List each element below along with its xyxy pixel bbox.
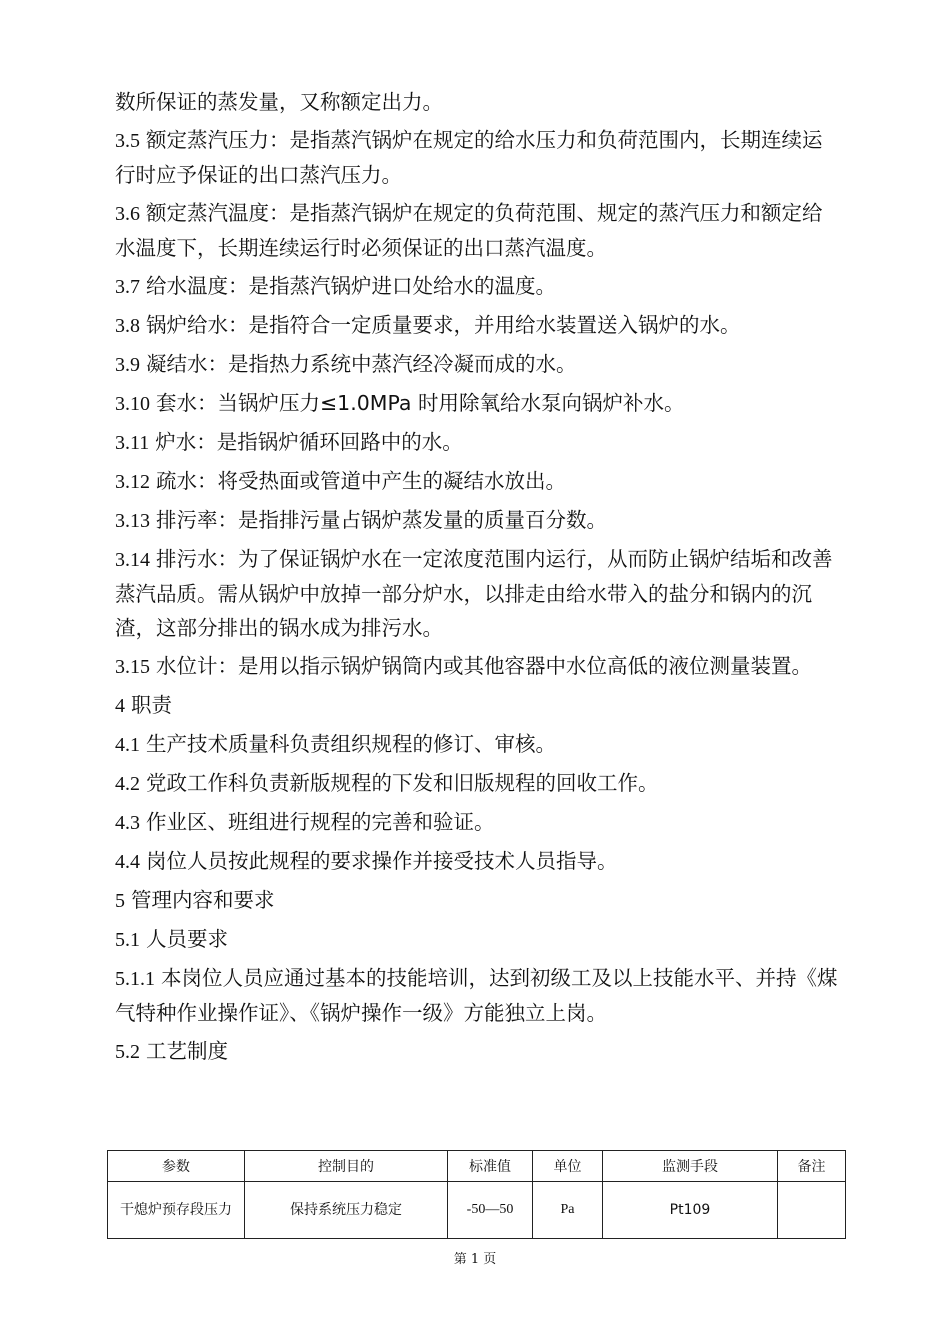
section-number: 4.1 (115, 734, 140, 756)
table-row (108, 1182, 846, 1239)
section-number: 3.14 (115, 549, 150, 571)
paragraph (115, 805, 840, 840)
table-cell: Pt109 (603, 1182, 778, 1239)
paragraph-text: 给水温度：是指蒸汽锅炉进口处给水的温度。 (146, 274, 556, 298)
paragraph-text: 排污率：是指排污量占锅炉蒸发量的质量百分数。 (156, 508, 607, 532)
paragraph (115, 766, 840, 801)
heading-text: 管理内容和要求 (131, 888, 275, 912)
paragraph-text: 生产技术质量科负责组织规程的修订、审核。 (146, 732, 556, 756)
paragraph (115, 347, 840, 382)
paragraph (115, 649, 840, 684)
document-body (115, 85, 840, 1069)
paragraph (115, 503, 840, 538)
section-number: 3.6 (115, 203, 140, 225)
section-number: 3.12 (115, 471, 150, 493)
table-header-row (108, 1151, 846, 1182)
paragraph-text: 额定蒸汽温度：是指蒸汽锅炉在规定的负荷范围、规定的蒸汽压力和额定给水温度下，长期连续运行时必须保证的出口蒸汽温度。 (115, 201, 823, 260)
section-number: 3.8 (115, 315, 140, 337)
section-number: 4.2 (115, 773, 140, 795)
paragraph (115, 727, 840, 762)
table-cell (778, 1182, 846, 1239)
section-number: 4 (115, 695, 125, 717)
section-heading (115, 922, 840, 957)
section-number: 5.2 (115, 1041, 140, 1063)
paragraph-text: 排污水：为了保证锅炉水在一定浓度范围内运行，从而防止锅炉结垢和改善蒸汽品质。需从锅炉中放掉一部分炉水，以排走由给水带入的盐分和锅内的沉渣，这部分排出的锅水成为排污水。 (115, 547, 833, 640)
paragraph-text: 数所保证的蒸发量，又称额定出力。 (115, 90, 443, 114)
section-number: 3.7 (115, 276, 140, 298)
section-number: 5.1.1 (115, 968, 155, 990)
paragraph-text: 炉水：是指锅炉循环回路中的水。 (155, 430, 463, 454)
heading-text: 职责 (131, 693, 172, 717)
section-number: 4.3 (115, 812, 140, 834)
data-table (107, 1150, 846, 1239)
paragraph-text: 疏水：将受热面或管道中产生的凝结水放出。 (156, 469, 566, 493)
section-number: 3.11 (115, 432, 150, 454)
paragraph (115, 542, 840, 645)
paragraph (115, 123, 840, 192)
paragraph (115, 844, 840, 879)
section-number: 3.13 (115, 510, 150, 532)
section-number: 5.1 (115, 929, 140, 951)
section-number: 4.4 (115, 851, 140, 873)
table-cell: 干熄炉预存段压力 (108, 1182, 245, 1239)
paragraph-text: 水位计：是用以指示锅炉锅筒内或其他容器中水位高低的液位测量装置。 (156, 654, 812, 678)
page-number: 第 1 页 (453, 1252, 497, 1267)
table-cell: 保持系统压力稳定 (245, 1182, 448, 1239)
paragraph (115, 308, 840, 343)
paragraph-text: 套水：当锅炉压力≤1.0MPa 时用除氧给水泵向锅炉补水。 (156, 391, 685, 415)
section-number: 3.15 (115, 656, 150, 678)
column-header: 单位 (533, 1151, 603, 1182)
table-cell: Pa (533, 1182, 603, 1239)
section-number: 5 (115, 890, 125, 912)
column-header: 监测手段 (603, 1151, 778, 1182)
heading-text: 人员要求 (146, 927, 228, 951)
section-heading (115, 883, 840, 918)
column-header: 标准值 (448, 1151, 533, 1182)
table-cell: -50—50 (448, 1182, 533, 1239)
paragraph-text: 岗位人员按此规程的要求操作并接受技术人员指导。 (146, 849, 618, 873)
section-number: 3.10 (115, 393, 150, 415)
section-number: 3.5 (115, 130, 140, 152)
paragraph (115, 196, 840, 265)
paragraph (115, 386, 840, 421)
column-header: 备注 (778, 1151, 846, 1182)
section-number: 3.9 (115, 354, 140, 376)
paragraph (115, 425, 840, 460)
paragraph-text: 本岗位人员应通过基本的技能培训，达到初级工及以上技能水平、并持《煤气特种作业操作证》、《锅炉操作一级》方能独立上岗。 (115, 966, 838, 1025)
column-header: 控制目的 (245, 1151, 448, 1182)
process-parameter-table (107, 1150, 845, 1239)
section-heading (115, 688, 840, 723)
paragraph (115, 269, 840, 304)
paragraph-text: 作业区、班组进行规程的完善和验证。 (146, 810, 495, 834)
paragraph-text: 锅炉给水：是指符合一定质量要求，并用给水装置送入锅炉的水。 (146, 313, 741, 337)
paragraph (115, 85, 840, 119)
paragraph-text: 凝结水：是指热力系统中蒸汽经冷凝而成的水。 (146, 352, 577, 376)
section-heading (115, 1034, 840, 1069)
column-header: 参数 (108, 1151, 245, 1182)
paragraph (115, 961, 840, 1030)
paragraph (115, 464, 840, 499)
paragraph-text: 额定蒸汽压力：是指蒸汽锅炉在规定的给水压力和负荷范围内，长期连续运行时应予保证的出口蒸汽压力。 (115, 128, 823, 187)
heading-text: 工艺制度 (146, 1039, 228, 1063)
paragraph-text: 党政工作科负责新版规程的下发和旧版规程的回收工作。 (146, 771, 659, 795)
